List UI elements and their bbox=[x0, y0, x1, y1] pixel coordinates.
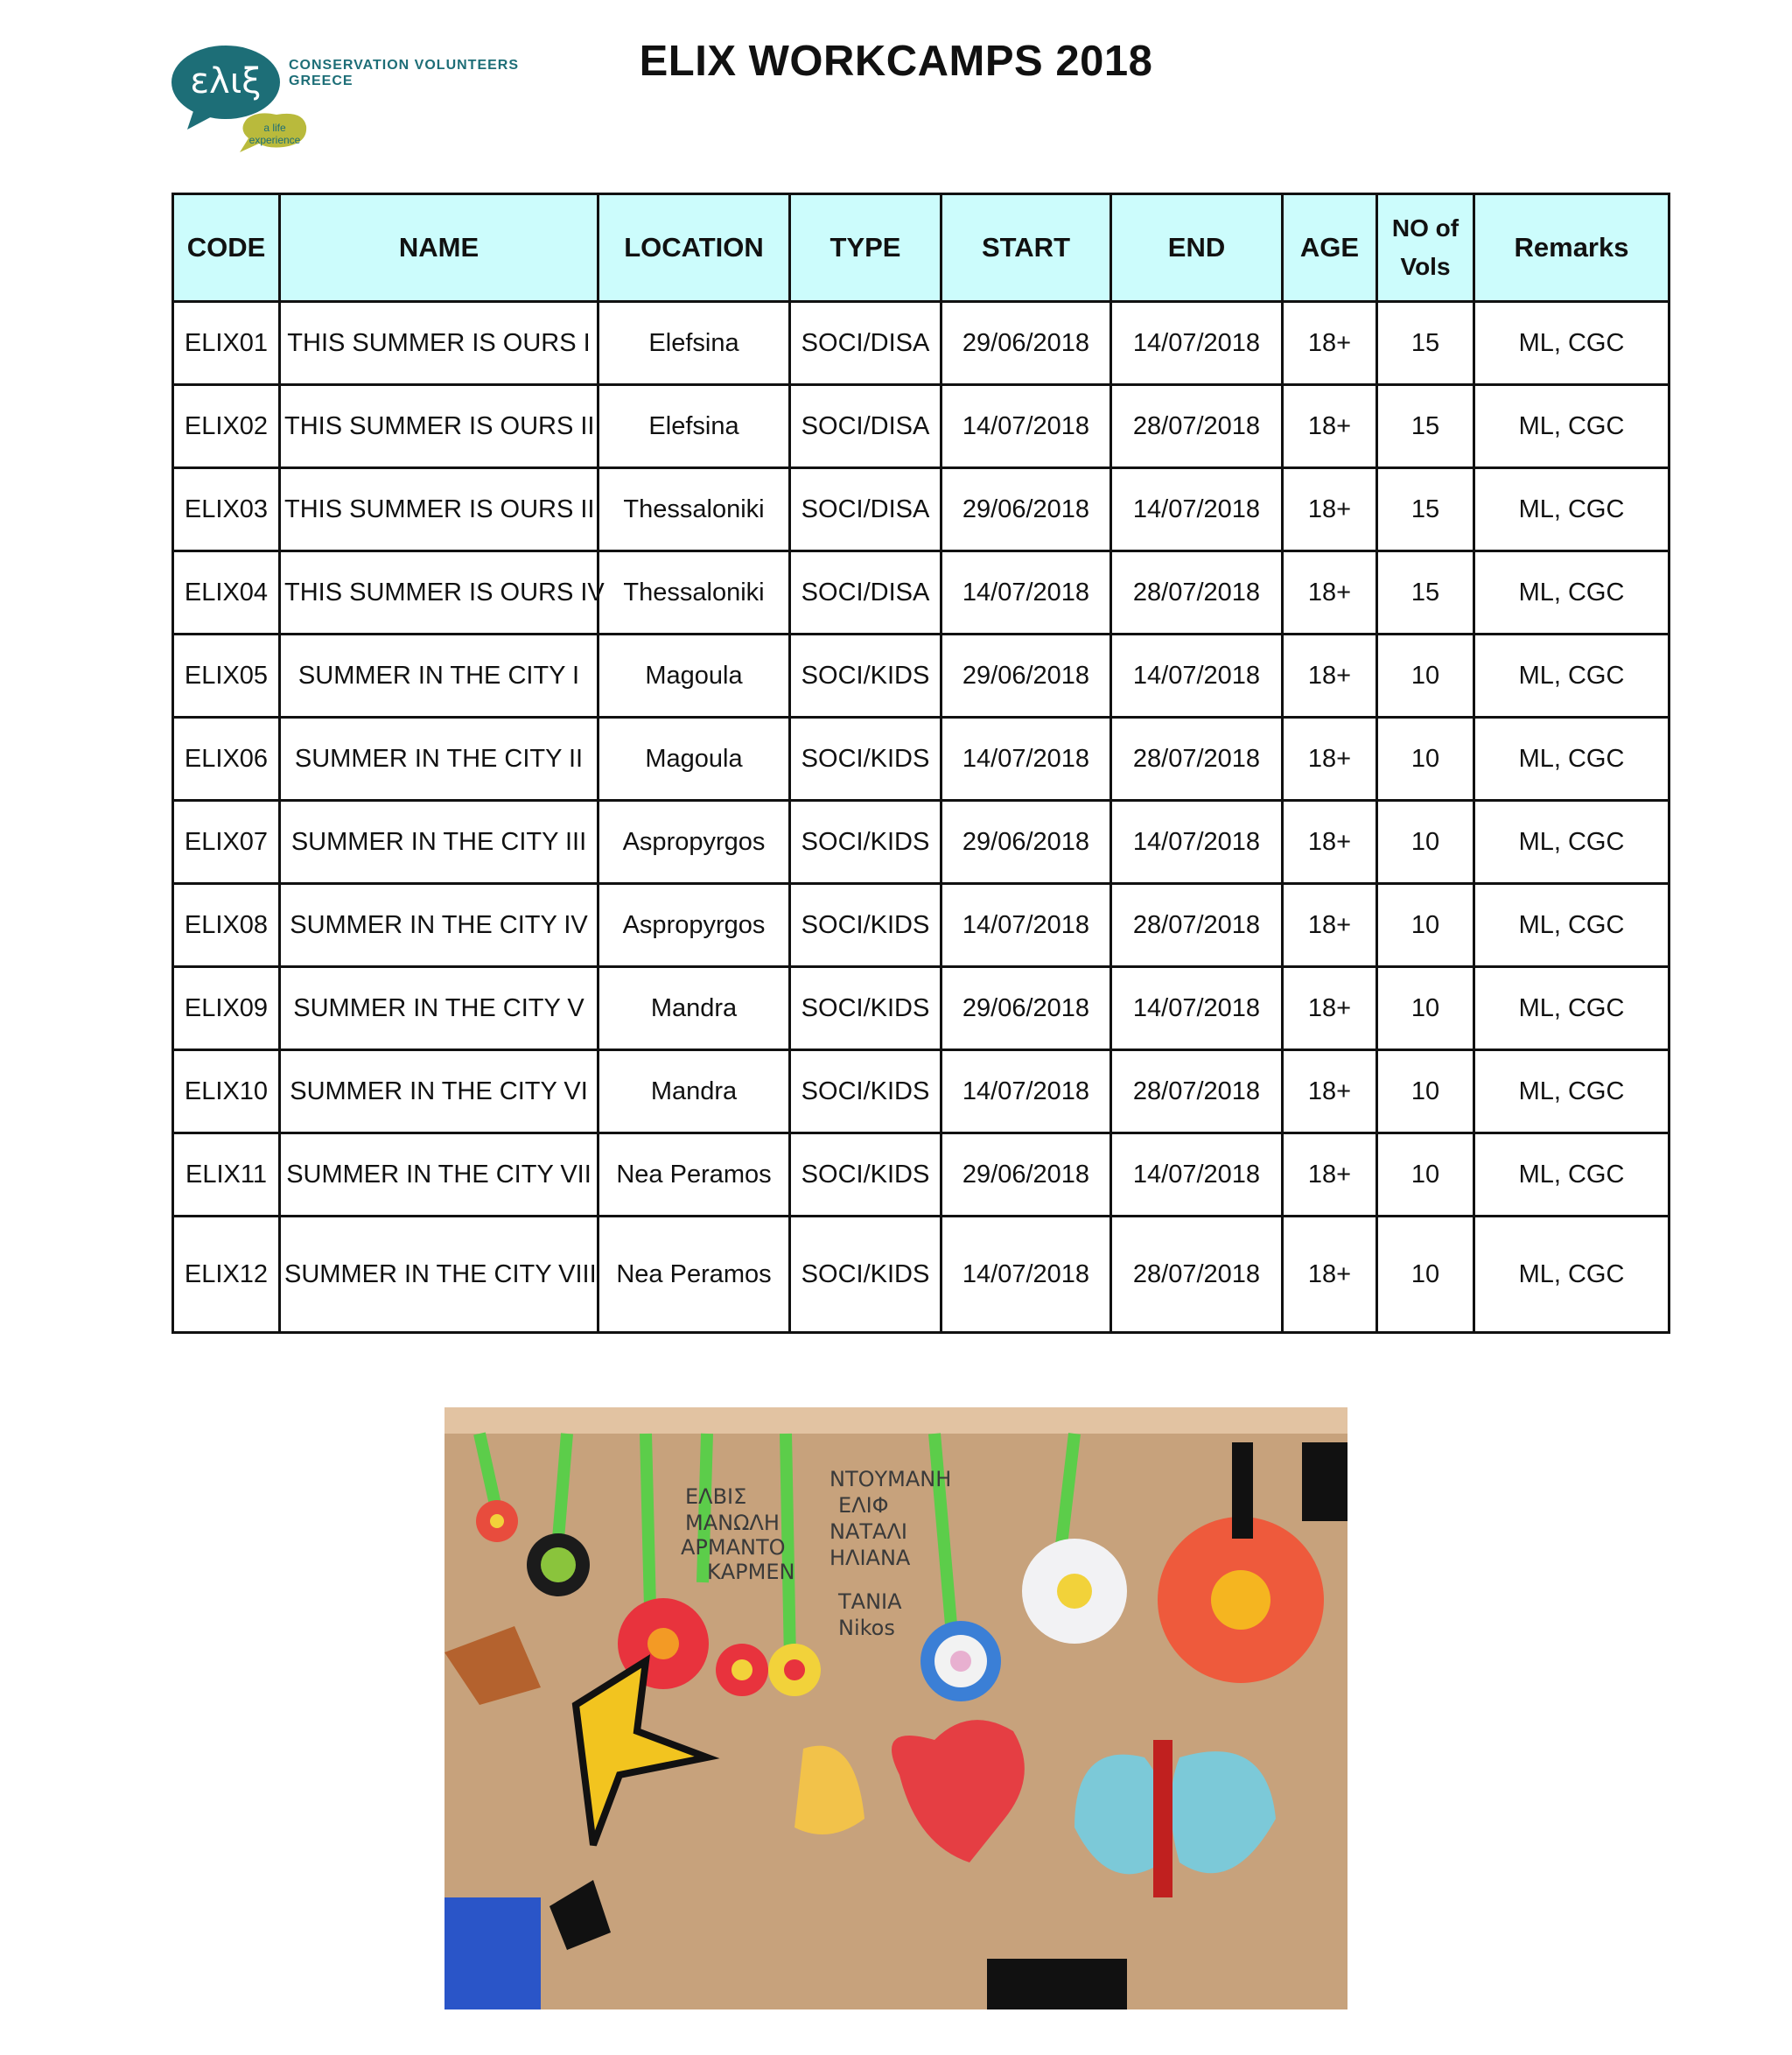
cell-no-of-vols: 15 bbox=[1377, 551, 1474, 635]
table-row bbox=[173, 801, 1670, 884]
cell-name: SUMMER IN THE CITY VI bbox=[280, 1050, 598, 1133]
cell-type: SOCI/KIDS bbox=[790, 884, 942, 967]
cell-start: 29/06/2018 bbox=[942, 967, 1111, 1050]
column-header-no-of-vols: NO of Vols bbox=[1377, 194, 1474, 302]
cell-end: 14/07/2018 bbox=[1111, 302, 1283, 385]
cell-location: Elefsina bbox=[598, 385, 790, 468]
cell-location: Aspropyrgos bbox=[598, 884, 790, 967]
cell-location: Thessaloniki bbox=[598, 551, 790, 635]
cell-no-of-vols: 10 bbox=[1377, 1050, 1474, 1133]
table-header-row bbox=[173, 194, 1670, 302]
cell-age: 18+ bbox=[1283, 1217, 1377, 1333]
cell-code: ELIX04 bbox=[173, 551, 280, 635]
painting-name-r3: ΝΑΤΑΛΙ bbox=[830, 1519, 907, 1544]
painting-name-r5: ΤΑΝΙΑ bbox=[838, 1589, 902, 1614]
cell-name: THIS SUMMER IS OURS IV bbox=[280, 551, 598, 635]
column-header-type: TYPE bbox=[790, 194, 942, 302]
cell-name: SUMMER IN THE CITY I bbox=[280, 635, 598, 718]
cell-no-of-vols: 10 bbox=[1377, 801, 1474, 884]
cell-age: 18+ bbox=[1283, 468, 1377, 551]
table-row bbox=[173, 551, 1670, 635]
cell-start: 14/07/2018 bbox=[942, 1217, 1111, 1333]
cell-end: 14/07/2018 bbox=[1111, 801, 1283, 884]
cell-code: ELIX10 bbox=[173, 1050, 280, 1133]
painting-name-r4: ΗΛΙΑΝΑ bbox=[830, 1546, 911, 1570]
cell-start: 14/07/2018 bbox=[942, 884, 1111, 967]
painting-image bbox=[444, 1407, 1348, 2009]
column-header-age: AGE bbox=[1283, 194, 1377, 302]
table-row bbox=[173, 385, 1670, 468]
cell-end: 14/07/2018 bbox=[1111, 967, 1283, 1050]
cell-name: THIS SUMMER IS OURS III bbox=[280, 468, 598, 551]
cell-start: 29/06/2018 bbox=[942, 302, 1111, 385]
cell-end: 28/07/2018 bbox=[1111, 1050, 1283, 1133]
painting-name-r1: ΝΤΟΥΜΑΝΗ bbox=[830, 1467, 952, 1491]
table-body bbox=[173, 302, 1670, 1333]
cell-age: 18+ bbox=[1283, 1050, 1377, 1133]
column-header-remarks: Remarks bbox=[1474, 194, 1670, 302]
cell-age: 18+ bbox=[1283, 1133, 1377, 1217]
cell-age: 18+ bbox=[1283, 718, 1377, 801]
cell-remarks: ML, CGC bbox=[1474, 1217, 1670, 1333]
children-painting-photo bbox=[444, 1407, 1348, 2009]
cell-location: Aspropyrgos bbox=[598, 801, 790, 884]
logo-org-line2: GREECE bbox=[289, 74, 354, 88]
table-row bbox=[173, 718, 1670, 801]
cell-location: Thessaloniki bbox=[598, 468, 790, 551]
table-row bbox=[173, 302, 1670, 385]
cell-name: SUMMER IN THE CITY VIII bbox=[280, 1217, 598, 1333]
cell-end: 28/07/2018 bbox=[1111, 551, 1283, 635]
cell-location: Nea Peramos bbox=[598, 1217, 790, 1333]
cell-type: SOCI/DISA bbox=[790, 551, 942, 635]
cell-start: 29/06/2018 bbox=[942, 801, 1111, 884]
cell-no-of-vols: 10 bbox=[1377, 884, 1474, 967]
cell-remarks: ML, CGC bbox=[1474, 468, 1670, 551]
cell-start: 14/07/2018 bbox=[942, 1050, 1111, 1133]
cell-name: THIS SUMMER IS OURS I bbox=[280, 302, 598, 385]
cell-age: 18+ bbox=[1283, 385, 1377, 468]
cell-remarks: ML, CGC bbox=[1474, 385, 1670, 468]
table-row bbox=[173, 635, 1670, 718]
cell-remarks: ML, CGC bbox=[1474, 967, 1670, 1050]
cell-age: 18+ bbox=[1283, 884, 1377, 967]
cell-name: SUMMER IN THE CITY II bbox=[280, 718, 598, 801]
cell-code: ELIX11 bbox=[173, 1133, 280, 1217]
logo-tagline-2: experience bbox=[248, 134, 301, 146]
cell-end: 14/07/2018 bbox=[1111, 635, 1283, 718]
cell-end: 28/07/2018 bbox=[1111, 718, 1283, 801]
logo-mark: ελιξ bbox=[190, 61, 262, 102]
cell-no-of-vols: 10 bbox=[1377, 718, 1474, 801]
cell-type: SOCI/DISA bbox=[790, 468, 942, 551]
cell-type: SOCI/KIDS bbox=[790, 635, 942, 718]
cell-no-of-vols: 15 bbox=[1377, 302, 1474, 385]
cell-name: SUMMER IN THE CITY V bbox=[280, 967, 598, 1050]
cell-start: 14/07/2018 bbox=[942, 718, 1111, 801]
cell-no-of-vols: 10 bbox=[1377, 635, 1474, 718]
column-header-name: NAME bbox=[280, 194, 598, 302]
table-row bbox=[173, 1217, 1670, 1333]
painting-name-r6: Nikos bbox=[838, 1616, 895, 1640]
table-row bbox=[173, 967, 1670, 1050]
cell-end: 28/07/2018 bbox=[1111, 385, 1283, 468]
cell-remarks: ML, CGC bbox=[1474, 635, 1670, 718]
logo-tagline-1: a life bbox=[263, 122, 286, 134]
column-header-end: END bbox=[1111, 194, 1283, 302]
cell-code: ELIX07 bbox=[173, 801, 280, 884]
cell-start: 29/06/2018 bbox=[942, 1133, 1111, 1217]
table-row bbox=[173, 1133, 1670, 1217]
cell-code: ELIX09 bbox=[173, 967, 280, 1050]
cell-code: ELIX12 bbox=[173, 1217, 280, 1333]
cell-remarks: ML, CGC bbox=[1474, 551, 1670, 635]
cell-name: THIS SUMMER IS OURS II bbox=[280, 385, 598, 468]
page-title: ELIX WORKCAMPS 2018 bbox=[639, 38, 1153, 85]
cell-start: 29/06/2018 bbox=[942, 468, 1111, 551]
cell-end: 14/07/2018 bbox=[1111, 1133, 1283, 1217]
cell-type: SOCI/KIDS bbox=[790, 1050, 942, 1133]
cell-type: SOCI/KIDS bbox=[790, 718, 942, 801]
cell-code: ELIX06 bbox=[173, 718, 280, 801]
cell-start: 14/07/2018 bbox=[942, 385, 1111, 468]
cell-no-of-vols: 15 bbox=[1377, 468, 1474, 551]
painting-name-l1: ΕΛΒΙΣ bbox=[685, 1484, 747, 1509]
table-row bbox=[173, 1050, 1670, 1133]
painting-name-l3: ΑΡΜΑΝΤΟ bbox=[681, 1535, 786, 1560]
cell-remarks: ML, CGC bbox=[1474, 884, 1670, 967]
cell-age: 18+ bbox=[1283, 302, 1377, 385]
painting-name-r2: ΕΛΙΦ bbox=[838, 1493, 889, 1518]
cell-name: SUMMER IN THE CITY III bbox=[280, 801, 598, 884]
column-header-start: START bbox=[942, 194, 1111, 302]
column-header-code: CODE bbox=[173, 194, 280, 302]
cell-remarks: ML, CGC bbox=[1474, 302, 1670, 385]
cell-code: ELIX03 bbox=[173, 468, 280, 551]
cell-type: SOCI/KIDS bbox=[790, 1217, 942, 1333]
cell-name: SUMMER IN THE CITY IV bbox=[280, 884, 598, 967]
cell-end: 28/07/2018 bbox=[1111, 1217, 1283, 1333]
cell-end: 28/07/2018 bbox=[1111, 884, 1283, 967]
cell-remarks: ML, CGC bbox=[1474, 718, 1670, 801]
cell-type: SOCI/KIDS bbox=[790, 801, 942, 884]
cell-start: 29/06/2018 bbox=[942, 635, 1111, 718]
cell-type: SOCI/DISA bbox=[790, 302, 942, 385]
cell-location: Mandra bbox=[598, 967, 790, 1050]
cell-remarks: ML, CGC bbox=[1474, 1133, 1670, 1217]
logo-org-line1: CONSERVATION VOLUNTEERS bbox=[289, 58, 520, 73]
cell-name: SUMMER IN THE CITY VII bbox=[280, 1133, 598, 1217]
column-header-location: LOCATION bbox=[598, 194, 790, 302]
cell-type: SOCI/KIDS bbox=[790, 967, 942, 1050]
cell-no-of-vols: 10 bbox=[1377, 1217, 1474, 1333]
cell-location: Magoula bbox=[598, 635, 790, 718]
cell-type: SOCI/KIDS bbox=[790, 1133, 942, 1217]
cell-remarks: ML, CGC bbox=[1474, 1050, 1670, 1133]
cell-code: ELIX05 bbox=[173, 635, 280, 718]
cell-no-of-vols: 10 bbox=[1377, 967, 1474, 1050]
table-row bbox=[173, 884, 1670, 967]
cell-no-of-vols: 15 bbox=[1377, 385, 1474, 468]
workcamps-table-wrapper bbox=[172, 193, 1668, 1334]
cell-location: Elefsina bbox=[598, 302, 790, 385]
cell-end: 14/07/2018 bbox=[1111, 468, 1283, 551]
cell-age: 18+ bbox=[1283, 967, 1377, 1050]
cell-remarks: ML, CGC bbox=[1474, 801, 1670, 884]
painting-name-l4: ΚΑΡΜΕΝ bbox=[707, 1560, 795, 1584]
cell-location: Mandra bbox=[598, 1050, 790, 1133]
painting-name-l2: ΜΑΝΩΛΗ bbox=[685, 1511, 780, 1535]
workcamps-table bbox=[172, 193, 1670, 1334]
table-row bbox=[173, 468, 1670, 551]
cell-age: 18+ bbox=[1283, 635, 1377, 718]
cell-location: Nea Peramos bbox=[598, 1133, 790, 1217]
cell-age: 18+ bbox=[1283, 801, 1377, 884]
cell-type: SOCI/DISA bbox=[790, 385, 942, 468]
cell-no-of-vols: 10 bbox=[1377, 1133, 1474, 1217]
cell-code: ELIX01 bbox=[173, 302, 280, 385]
cell-location: Magoula bbox=[598, 718, 790, 801]
cell-start: 14/07/2018 bbox=[942, 551, 1111, 635]
cell-code: ELIX02 bbox=[173, 385, 280, 468]
cell-age: 18+ bbox=[1283, 551, 1377, 635]
cell-code: ELIX08 bbox=[173, 884, 280, 967]
